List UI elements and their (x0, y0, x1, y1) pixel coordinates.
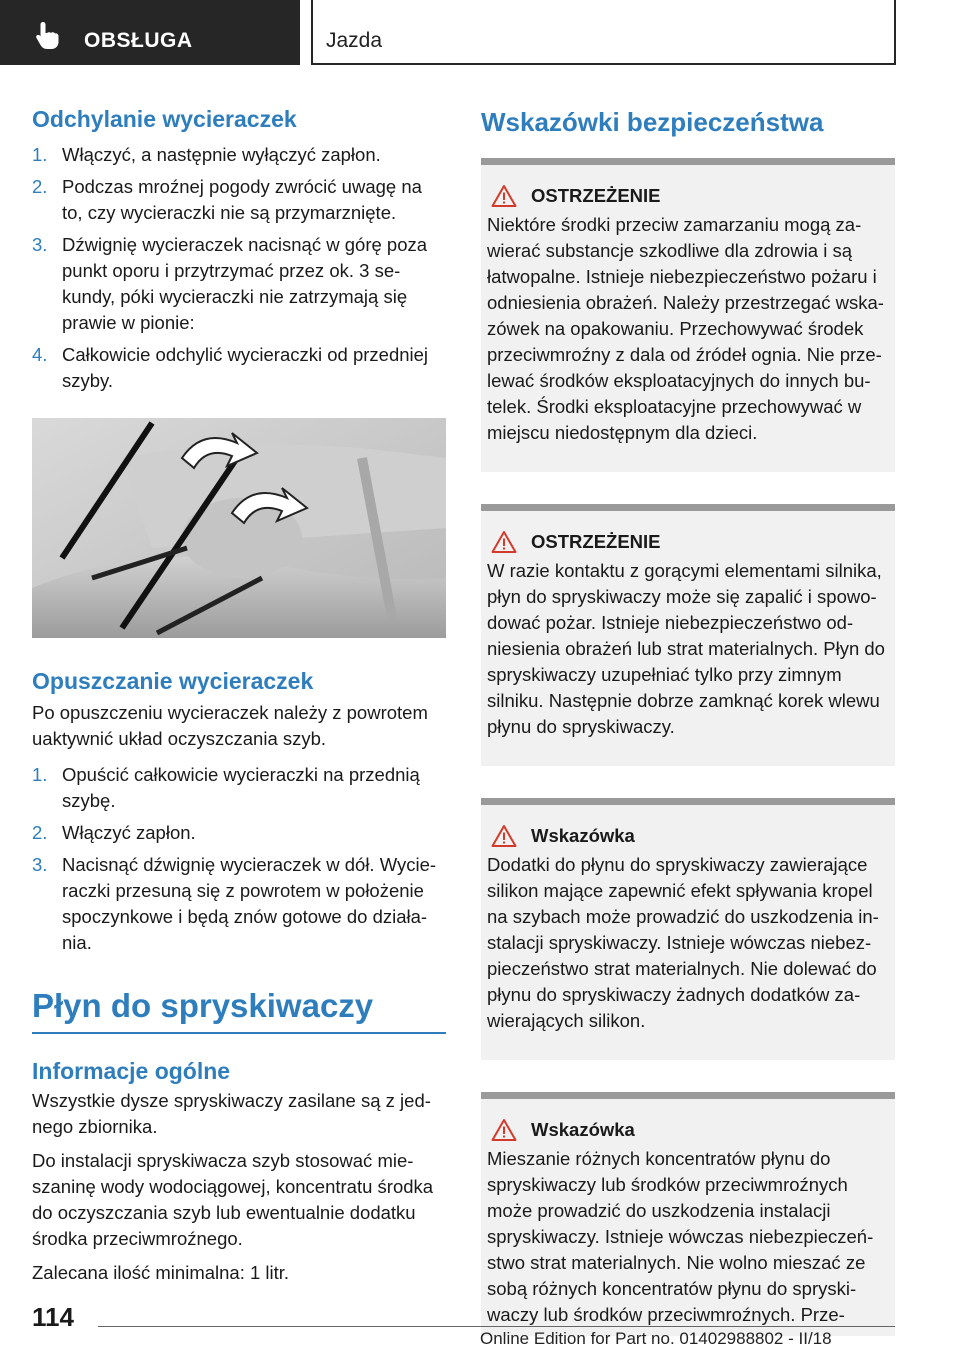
right-column (481, 100, 895, 1336)
box-title: OSTRZEŻENIE (531, 531, 661, 552)
warning-triangle-icon (491, 184, 517, 208)
warning-box (481, 158, 895, 472)
list-item: 1. Opuścić całkowicie wycieraczki na przednią szybę. (32, 764, 420, 811)
header-divider (311, 0, 313, 65)
lower-steps (32, 762, 446, 956)
box-text: Mieszanie różnych koncentratów płynu do spryskiwaczy lub środków przeciwmroźnych może prowadzić do uszkodzenia instalacji spryskiwaczy. Istnieje wówczas niebezpieczeń-stwo strat materialnych. Nie wolno mieszać ze sobą różnych koncentratów płynu do spryski-waczy lub środków przeciwmroźnych. Prze- (487, 1148, 874, 1325)
warning-box (481, 504, 895, 766)
list-item: 2. Włączyć zapłon. (32, 822, 196, 843)
paragraph: Zalecana ilość minimalna: 1 litr. (32, 1262, 290, 1283)
list-item: 3. Dźwignię wycieraczek nacisnąć w górę poza punkt oporu i przytrzymać przez ok. 3 se-kundy, póki wycieraczki nie zatrzymają się prawie w pionie: (32, 234, 428, 333)
box-title: OSTRZEŻENIE (531, 185, 661, 206)
section-heading-tilt: Odchylanie wycieraczek (32, 106, 297, 132)
warning-triangle-icon (491, 530, 517, 554)
section-heading-general: Informacje ogólne (32, 1058, 231, 1084)
list-item: 3. Nacisnąć dźwignię wycieraczek w dół. Wycie-raczki przesuną się z powrotem w położenie spoczynkowe i będą znów gotowe do działa-nia. (32, 854, 437, 953)
lower-intro: Po opuszczeniu wycieraczek należy z powrotem uaktywnić układ oczyszczania szyb. (32, 702, 428, 749)
paragraph: Wszystkie dysze spryskiwaczy zasilane są z jed-nego zbiornika. (32, 1090, 431, 1137)
footer-rule (98, 1326, 895, 1327)
heading-underline (32, 1032, 446, 1034)
warning-triangle-icon (491, 824, 517, 848)
header-divider (894, 0, 896, 65)
section-tab-label: OBSŁUGA (84, 29, 193, 52)
header-tab (0, 0, 300, 65)
box-text: Dodatki do płynu do spryskiwaczy zawierające silikon mające zapewnić efekt spływania kropel na szybach może prowadzić do uszkodzenia in-stalacji spryskiwaczy. Istnieje wówczas niebez-pieczeństwo strat materialnych. Nie dolewać do płynu do spryskiwaczy żadnych dodatków za-wierających silikon. (487, 854, 879, 1031)
box-title: Wskazówka (531, 825, 635, 846)
warning-triangle-icon (491, 1118, 517, 1142)
box-text: W razie kontaktu z gorącymi elementami silnika, płyn do spryskiwaczy może się zapalić i spowo-dować pożar. Istnieje niebezpieczeństwo od-niesienia obrażeń lub strat materialnych. Płyn do spryskiwaczy uzupełniać tylko przy zimnym silniku. Następnie dobrze zamknąć korek wlewu płynu do spryskiwaczy. (487, 560, 885, 737)
hand-pointer-icon (34, 20, 62, 50)
page-number: 114 (32, 1302, 74, 1332)
paragraph: Do instalacji spryskiwacza szyb stosować mie-szaninę wody wodociągowej, koncentratu środka do oczyszczania szyb lub ewentualnie dodatku środka przeciwmroźnego. (32, 1150, 434, 1249)
chapter-title: Jazda (326, 29, 383, 52)
box-text: Niektóre środki przeciw zamarzaniu mogą za-wierać substancje szkodliwe dla zdrowia i są łatwopalne. Istnieje niebezpieczeństwo pożaru i odniesienia obrażeń. Należy przestrzegać wska-zówek na opakowaniu. Przechowywać środek przeciwmroźny z dala od źródeł ognia. Nie prze-lewać środków eksploatacyjnych do innych bu-telek. Środki eksploatacyjne przechowywać w miejscu niedostępnym dla dzieci. (487, 214, 884, 443)
notice-box (481, 1092, 895, 1336)
tilt-steps (32, 142, 446, 394)
left-column (32, 100, 446, 1286)
notice-box (481, 798, 895, 1060)
header-underline (311, 63, 896, 65)
wiper-illustration (32, 418, 446, 638)
list-item: 4. Całkowicie odchylić wycieraczki od przedniej szyby. (32, 344, 429, 391)
edition-label: Online Edition for Part no. 01402988802 - II/18 (480, 1329, 832, 1348)
box-title: Wskazówka (531, 1119, 635, 1140)
list-item: 2. Podczas mroźnej pogody zwrócić uwagę na to, czy wycieraczki nie są przymarznięte. (32, 176, 422, 223)
chapter-heading-fluid: Płyn do spryskiwaczy (32, 987, 374, 1024)
list-item: 1. Włączyć, a następnie wyłączyć zapłon. (32, 144, 381, 165)
section-heading-lower: Opuszczanie wycieraczek (32, 668, 314, 694)
section-heading-safety: Wskazówki bezpieczeństwa (481, 107, 824, 137)
